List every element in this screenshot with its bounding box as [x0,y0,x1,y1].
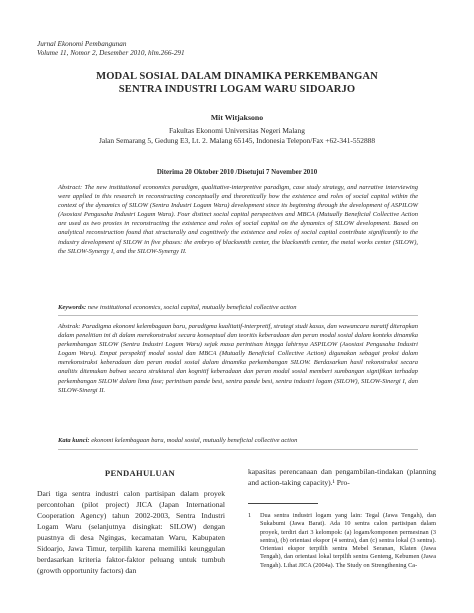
journal-issue: Volume 11, Nomor 2, Desember 2010, hlm.266-291 [37,49,185,57]
journal-name: Jurnal Ekonomi Pembangunan [37,40,127,48]
right-column [248,466,436,570]
journal-header [37,40,185,58]
footnote-text: Dua sentra industri logam yang lain: Tegal (Jawa Tengah), dan Sukabumi (Jawa Barat). Ada 10 sentra calon partisipan dalam proyek, terdiri dari 3 kelompok: (a) logam/komponen permesinan (3 sentra), (b) orientasi ekspor (4 sentra), dan (c) sentra lokal (3 sentra). Orientasi ekspor terpilih sentra Mebel Seranan, Klaten (Jawa Tengah), dan orientasi lokal terpilih sentra Genteng, Kebumen (Jawa Tengah). Lihat JICA (2004a). The Study on Strengthening Ca- [260,512,436,569]
kata-kunci-label: Kata kunci: [58,437,90,444]
abstrak-text: Paradigma ekonomi kelembagaan baru, paradigma kualitatif-interpretif, strategi studi kasus, dan wawancara naratif diterapkan dalam penelitian ini di dalam merekonstruksi secara konseptual dan teoritis keberadaan dan peran modal sosial dalam konteks dinamika perkembangan SILOW (Sentra Industri Logam Waru) sejak masa perintisan hingga lahirnya ASPILOW (Asosiasi Pengusaha Industri Logam Waru). Empat perspektif modal sosial dan MBCA (Mutually Beneficial Collective Action) digunakan sebagai proksi dalam merekonstruksi keberadaan dan peran modal sosial dalam dinamika perkembangan SILOW. Berdasarkan hasil rekonstruksi secara analitis ditemukan bahwa secara struktural dan kognitif keberadaan dan peran modal sosial memberi sumbangan signifikan terhadap perkembangan SILOW dalam lima fase; perintisan pande besi, sentra pande besi, sentra industri logam (SILOW), SILOW-Sinergi I, dan SILOW-Sinergi II. [58,323,419,394]
abstract-text: The new institutional economics paradigm, qualitative-interpretive paradigm, case study strategy, and narrative interviewing were applied in this research in reconstructing conceptually and theoretically how the existence and roles of social capital within the context of the dynamics of SILOW (Sentra Industri Logam Waru) development since its beginning through the development of ASPILOW (Asosiasi Pengusaha Industri Logam Waru). Four distinct social capital perspectives and MBCA (Mutually Beneficial Collective Action are used as two proxies in reconstructing the existence and roles of social capital on the dynamics of SILOW development. Based on analytical reconstruction found that structurally and cognitively the existence and roles of social capital contribute significantly to the industry development of SILOW in five phases: the embryo of blacksmith center, the blacksmith center, the metal works center (SILOW), the SILOW-Synergy I, and the SILOW-Synergy II. [58,184,419,255]
divider [58,315,418,316]
body-paragraph-continued: kapasitas perencanaan dan pengambilan-tindakan (planning and action-taking capacity).¹ Pro- [248,467,436,487]
kata-kunci-text: ekonomi kelembagaan baru, modal sosial, mutually beneficial collective action [91,437,298,444]
keywords-label: Keywords: [58,304,87,311]
keywords-english [58,303,418,312]
footnote [248,512,436,570]
received-accepted-dates: Diterima 20 Oktober 2010 /Disetujui 7 November 2010 [156,169,318,176]
keywords-indonesian [58,436,418,445]
footnote-rule [248,503,318,504]
affiliation-line-1: Fakultas Ekonomi Universitas Negeri Malang [169,126,305,135]
section-heading: PENDAHULUAN [104,468,176,478]
left-column [37,468,225,576]
abstract-english [58,183,418,256]
footnote-number: 1 [248,512,252,519]
divider [58,449,418,450]
author-name: Mit Witjaksono [210,113,264,122]
affiliation-line-2: Jalan Semarang 5, Gedung E3, Lt. 2. Malang 65145, Indonesia Telepon/Fax +62-341-552888 [98,136,376,145]
keywords-text: new institutional economics, social capital, mutually beneficial collective action [87,304,297,311]
title-line-1: MODAL SOSIAL DALAM DINAMIKA PERKEMBANGAN [96,71,378,82]
author-affiliation [37,126,437,146]
abstract-indonesian [58,322,418,395]
abstrak-label: Abstrak: [58,323,81,330]
article-title [37,70,437,96]
body-paragraph: Dari tiga sentra industri calon partisipan dalam proyek percontohan (pilot project) JICA (Japan International Cooperation Agency) tahun 2002-2003, Sentra Industri Logam Waru (selanjutnya disingkat: SILOW) dengan puastnya di desa Ngingas, kecamatan Waru, Kabupaten Sidoarjo, Jawa Timur, terpilih karena memiliki keunggulan berdasarkan kriteria faktor-faktor peluang untuk tumbuh (growth opportunity factors) dan [37,489,225,575]
abstract-label: Abstract: [58,184,83,191]
title-line-2: SENTRA INDUSTRI LOGAM WARU SIDOARJO [118,84,356,95]
